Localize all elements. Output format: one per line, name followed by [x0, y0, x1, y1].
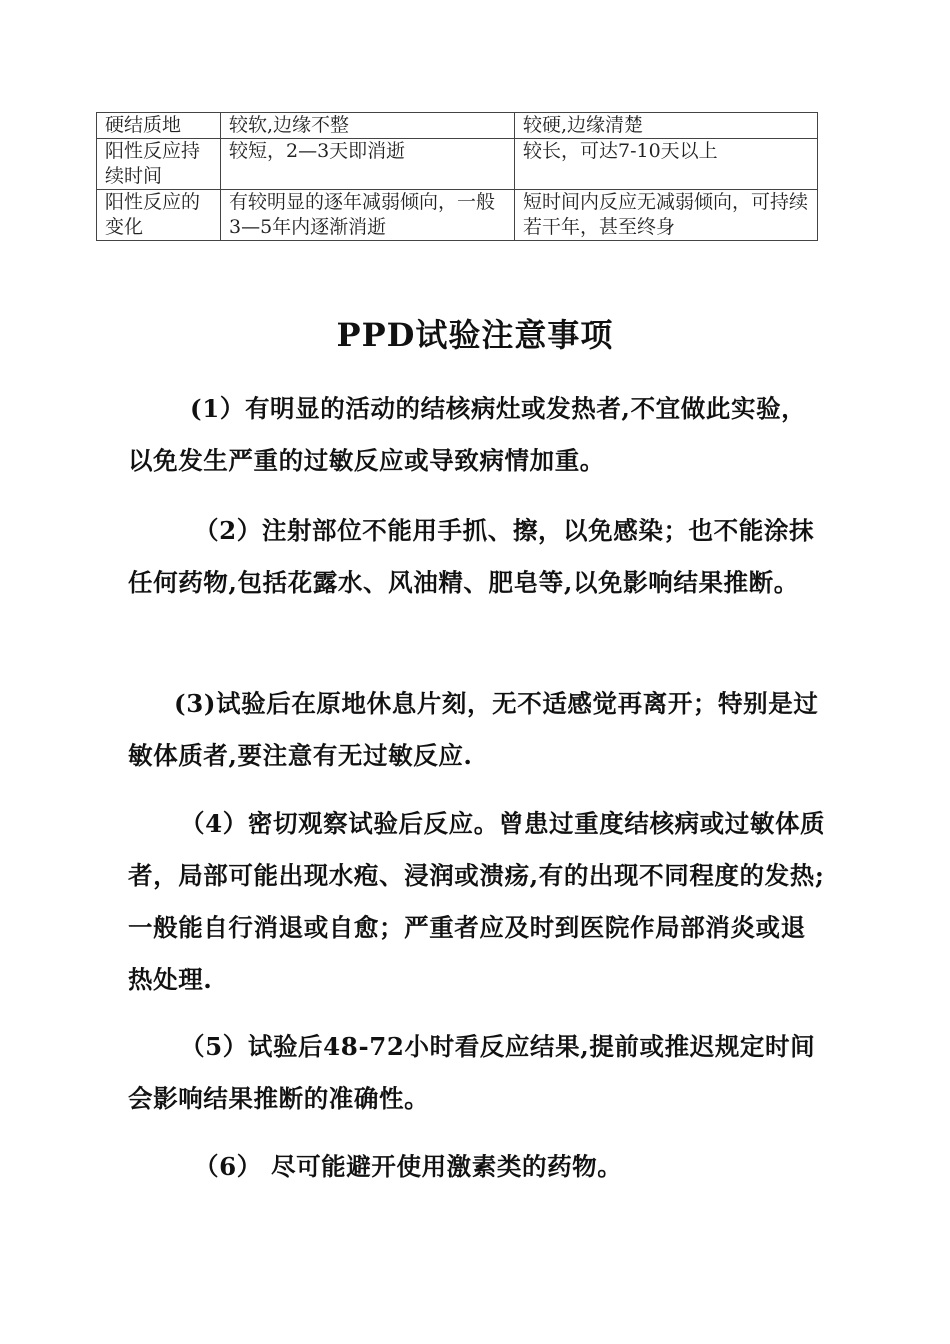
row-label: 硬结质地	[97, 113, 221, 139]
table-cell: 有较明显的逐年减弱倾向，一般3—5年内逐渐消逝	[221, 190, 515, 241]
page-title: PPD试验注意事项	[336, 316, 614, 354]
note-paragraph: （6） 尽可能避开使用激素类的药物。	[194, 1152, 623, 1181]
table-row	[97, 139, 818, 190]
note-paragraph: (1）有明显的活动的结核病灶或发热者,不宜做此实验，以免发生严重的过敏反应或导致病情加重。	[128, 394, 807, 475]
note-paragraph: (3)试验后在原地休息片刻，无不适感觉再离开；特别是过敏体质者,要注意有无过敏反应.	[128, 689, 819, 770]
table-cell: 较短，2—3天即消逝	[221, 139, 515, 190]
row-label: 阳性反应持续时间	[97, 139, 221, 190]
table-cell: 较软,边缘不整	[221, 113, 515, 139]
table-cell: 较长，可达7-10天以上	[515, 139, 818, 190]
row-label: 阳性反应的变化	[97, 190, 221, 241]
table-row	[97, 190, 818, 241]
table-cell: 短时间内反应无减弱倾向，可持续若干年，甚至终身	[515, 190, 818, 241]
note-paragraph: （5）试验后48-72小时看反应结果,提前或推迟规定时间会影响结果推断的准确性。	[128, 1032, 816, 1113]
table-cell: 较硬,边缘清楚	[515, 113, 818, 139]
comparison-table	[96, 112, 818, 241]
note-paragraph: （2）注射部位不能用手抓、擦，以免感染；也不能涂抹任何药物,包括花露水、风油精、肥皂等,以免影响结果推断。	[128, 516, 815, 597]
note-paragraph: （4）密切观察试验后反应。曾患过重度结核病或过敏体质者，局部可能出现水疱、浸润或溃疡,有的出现不同程度的发热;一般能自行消退或自愈；严重者应及时到医院作局部消炎或退热处理.	[128, 809, 826, 994]
table-row	[97, 113, 818, 139]
